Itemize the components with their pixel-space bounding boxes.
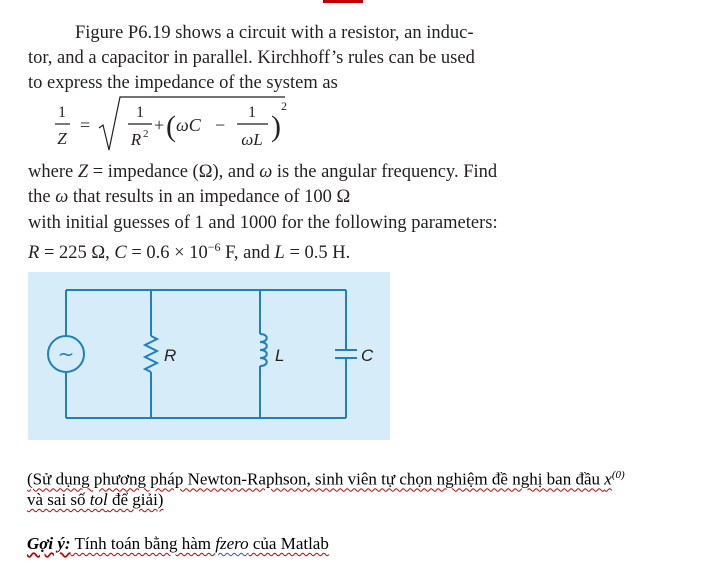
eq-inner-numerator: 1	[136, 104, 144, 121]
problem-line-3: to express the impedance of the system as	[28, 73, 338, 93]
eq-exponent: 2	[281, 99, 287, 113]
label-l: L	[275, 346, 285, 365]
hint-line: Gợi ý: Tính toán bằng hàm fzero của Matlab	[27, 534, 329, 553]
top-red-mark	[323, 0, 363, 3]
problem-line-6: with initial guesses of 1 and 1000 for the following parameters:	[28, 213, 498, 233]
eq-lhs-denominator: Z	[57, 129, 67, 148]
svg-text:): )	[271, 110, 281, 143]
eq-inner-denominator-exponent: 2	[143, 128, 149, 140]
problem-line-7: R = 225 Ω, $C = 0.6 \times 10^{-6}$ F, and L = 0.5 H.	[28, 240, 351, 264]
problem-line-4: where Z = impedance (Ω), and ω is the angular frequency. Find	[28, 162, 498, 182]
problem-line-5: the ω that results in an impedance of 100 Ω	[28, 187, 351, 207]
eq-equals: =	[80, 115, 91, 135]
eq-plus: +	[154, 115, 165, 135]
note-line-2: và sai số tol để giải)	[27, 490, 164, 509]
problem-line-1: Figure P6.19 shows a circuit with a resistor, an induc-	[75, 23, 474, 43]
label-r: R	[164, 346, 177, 365]
label-c: C	[361, 346, 374, 365]
eq-frac2-numerator: 1	[248, 104, 256, 121]
eq-omega-c: ωC	[176, 115, 201, 135]
eq-lhs-numerator: 1	[58, 104, 66, 121]
hint-label: Gợi ý:	[27, 534, 71, 553]
problem-line-2: tor, and a capacitor in parallel. Kirchhoff’s rules can be used	[28, 48, 475, 68]
eq-frac2-denominator: ωL	[241, 130, 263, 149]
impedance-equation	[0, 92, 320, 158]
rlc-circuit-diagram	[28, 272, 390, 440]
note-line-1: (Sử dụng phương pháp Newton-Raphson, sinh viên tự chọn nghiệm đề nghị ban đầu $x^{(0)}$	[27, 469, 625, 489]
circuit-background	[28, 272, 390, 440]
eq-inner-denominator: R	[130, 130, 142, 149]
eq-minus: −	[215, 115, 226, 135]
svg-text:(: (	[166, 110, 176, 143]
ac-source-symbol: ~	[57, 342, 75, 366]
